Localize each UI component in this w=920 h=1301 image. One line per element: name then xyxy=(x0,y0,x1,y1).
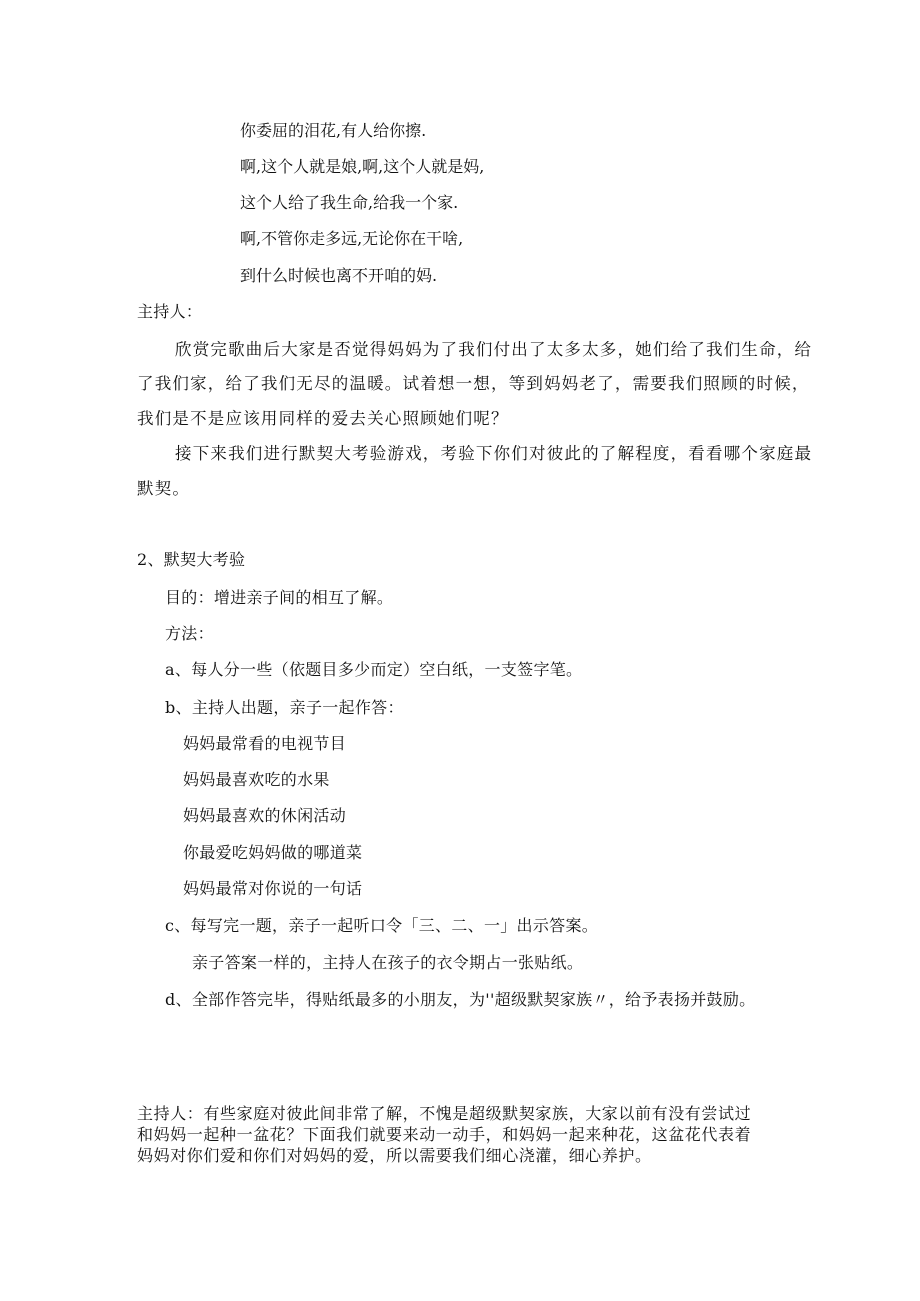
closing-line: 和妈妈一起种一盆花？下面我们就要来动一动手，和妈妈一起来种花，这盆花代表着 xyxy=(137,1125,752,1144)
lyric-line: 到什么时候也离不开咱的妈. xyxy=(240,266,438,285)
paragraph-line: 我们是不是应该用同样的爱去关心照顾她们呢？ xyxy=(137,409,509,428)
paragraph-line: 接下来我们进行默契大考验游戏，考验下你们对彼此的了解程度，看看哪个家庭最 xyxy=(175,444,813,463)
question-item: 妈妈最常看的电视节目 xyxy=(183,734,347,753)
question-item: 妈妈最常对你说的一句话 xyxy=(183,879,363,898)
paragraph-line: 默契。 xyxy=(137,479,191,498)
step-a: a、每人分一些（依题目多少而定）空白纸，一支签字笔。 xyxy=(165,660,583,679)
question-item: 妈妈最喜欢吃的水果 xyxy=(183,770,330,789)
question-item: 你最爱吃妈妈做的哪道菜 xyxy=(183,843,363,862)
step-b: b、主持人出题，亲子一起作答： xyxy=(165,698,404,717)
step-c: c、每写完一题，亲子一起听口令「三、二、一」出示答案。 xyxy=(165,916,599,935)
closing-line: 主持人：有些家庭对彼此间非常了解，不愧是超级默契家族，大家以前有没有尝试过 xyxy=(137,1104,752,1123)
section-heading: 2、默契大考验 xyxy=(137,550,246,569)
section-purpose: 目的：增进亲子间的相互了解。 xyxy=(165,588,394,607)
question-item: 妈妈最喜欢的休闲活动 xyxy=(183,806,347,825)
step-c-note: 亲子答案一样的，主持人在孩子的衣令期占一张贴纸。 xyxy=(192,953,584,972)
closing-line: 妈妈对你们爱和你们对妈妈的爱，所以需要我们细心浇灌，细心养护。 xyxy=(137,1146,652,1165)
paragraph-line: 欣赏完歌曲后大家是否觉得妈妈为了我们付出了太多太多，她们给了我们生命，给 xyxy=(175,340,813,359)
paragraph-line: 了我们家，给了我们无尽的温暖。试着想一想，等到妈妈老了，需要我们照顾的时候， xyxy=(137,374,810,393)
lyric-line: 这个人给了我生命,给我一个家. xyxy=(240,193,459,212)
lyric-line: 你委屈的泪花,有人给你擦. xyxy=(240,121,427,140)
section-method-label: 方法： xyxy=(165,624,214,643)
lyric-line: 啊,这个人就是娘,啊,这个人就是妈, xyxy=(240,157,485,176)
lyric-line: 啊,不管你走多远,无论你在干啥, xyxy=(240,229,464,248)
step-d: d、全部作答完毕，得贴纸最多的小朋友，为''超级默契家族〃，给予表扬并鼓励。 xyxy=(165,990,756,1009)
host-label: 主持人： xyxy=(137,302,203,321)
